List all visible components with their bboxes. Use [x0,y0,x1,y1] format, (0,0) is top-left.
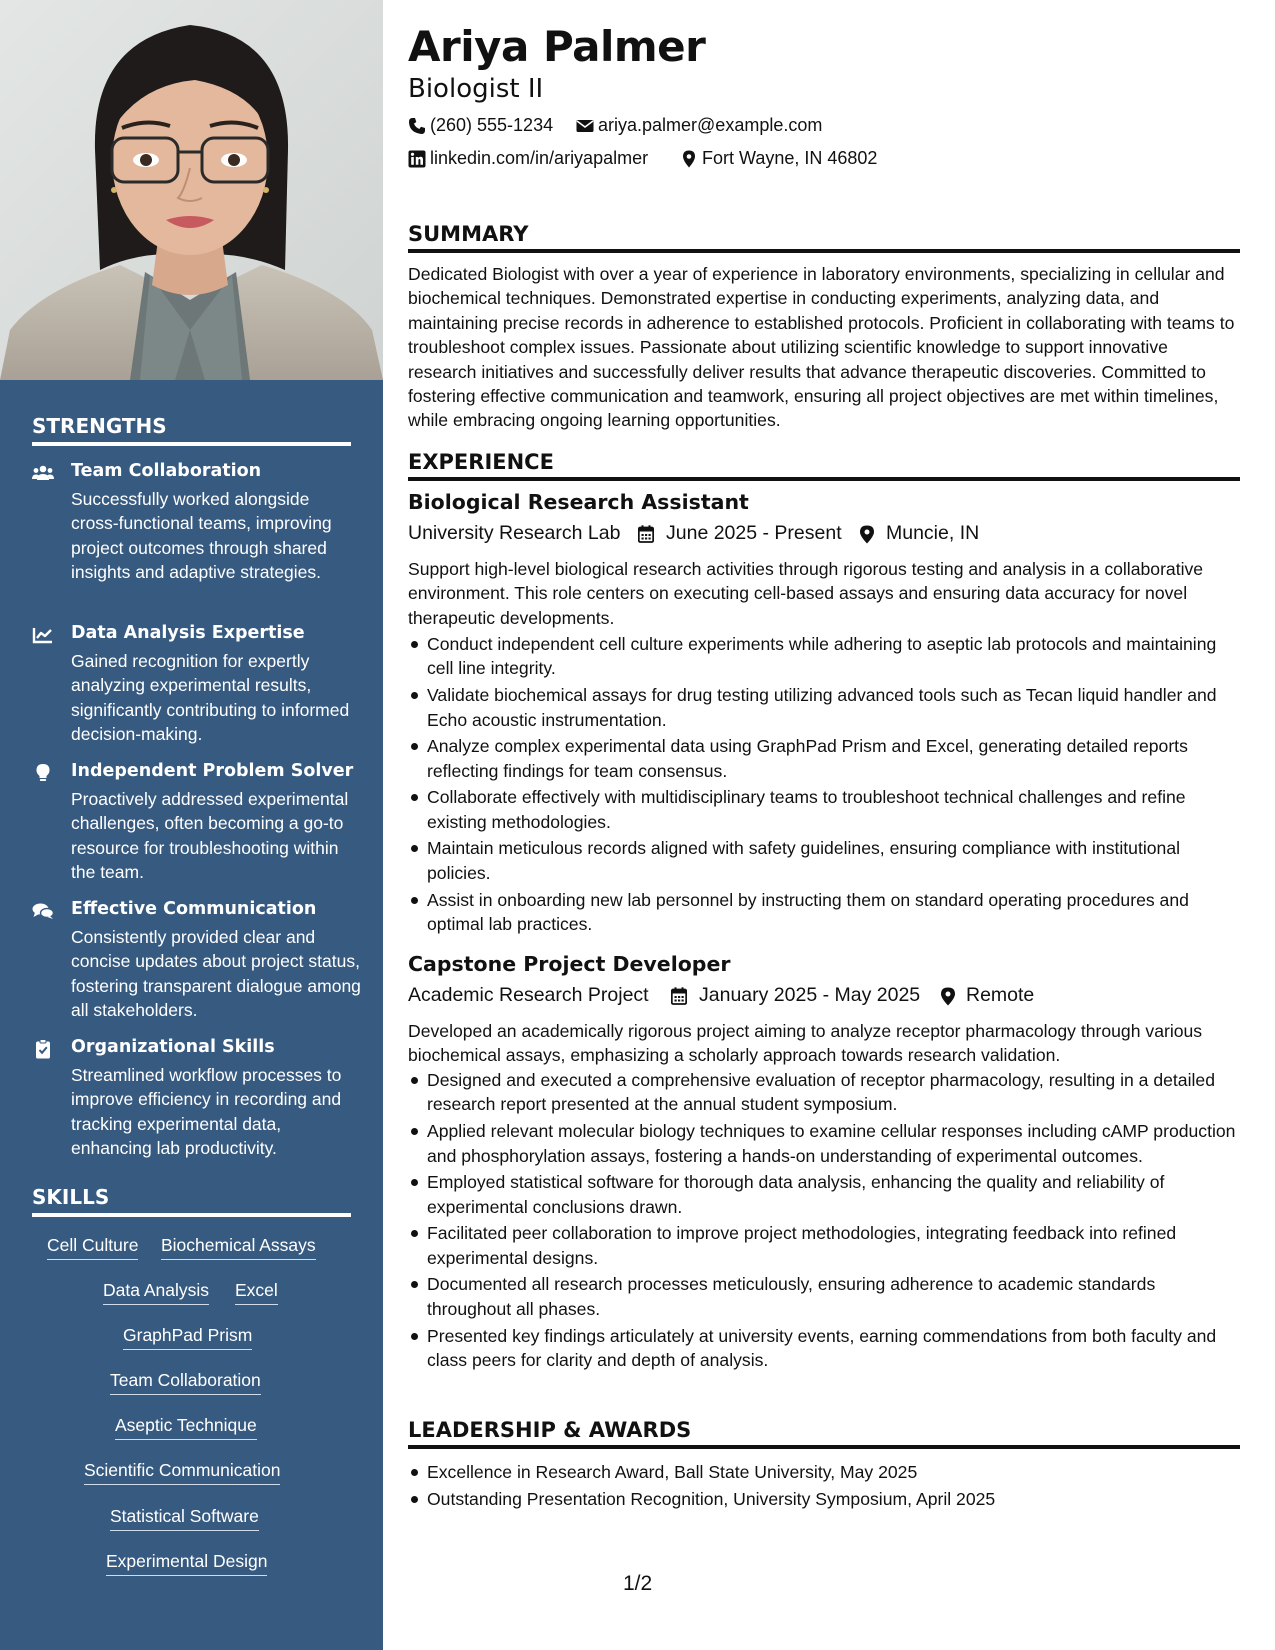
list-item: Analyze complex experimental data using GraphPad Prism and Excel, generating detailed reports reflecting findings for team consensus. [408,734,1240,783]
job-meta [408,522,1240,548]
comments-icon [32,901,54,921]
job-organization: Academic Research Project [408,984,649,1006]
list-item: Facilitated peer collaboration to improve project methodologies, integrating feedback into refined experimental designs. [408,1221,1240,1270]
skill-tag: Statistical Software [110,1506,259,1531]
calendar-icon [638,525,654,543]
phone-text: (260) 555-1234 [430,115,554,135]
job-title: Biological Research Assistant [408,490,749,514]
job-title: Capstone Project Developer [408,952,731,976]
job-dates: June 2025 - Present [666,522,842,544]
skill-tag: Excel [235,1280,278,1305]
job-description: Developed an academically rigorous project aiming to analyze receptor pharmacology through various biochemical assays, emphasizing a scholarly approach towards research validation. [408,1021,1203,1066]
map-pin-icon [940,987,956,1006]
list-item: Presented key findings articulately at university events, earning commendations from both faculty and class peers for clarity and depth of analysis. [408,1324,1240,1373]
experience-heading: EXPERIENCE [408,450,1240,481]
skill-tag: GraphPad Prism [123,1325,252,1350]
sidebar [0,0,383,1650]
linkedin-text: linkedin.com/in/ariyapalmer [430,148,649,168]
skill-tag: Team Collaboration [110,1370,261,1395]
list-item: Collaborate effectively with multidisciplinary teams to troubleshoot technical challenges and refine existing methodologies. [408,785,1240,834]
job-meta [408,984,1240,1010]
strength-title: Team Collaboration [71,461,262,481]
skill-tag: Data Analysis [103,1280,209,1305]
chart-line-icon [32,625,54,645]
candidate-title: Biologist II [408,74,544,104]
list-item: Conduct independent cell culture experiments while adhering to aseptic lab protocols and maintaining cell line integrity. [408,632,1240,681]
skill-tag: Scientific Communication [84,1460,280,1485]
awards-list [408,1460,1240,1513]
strength-title: Effective Communication [71,899,317,919]
strength-description: Consistently provided clear and concise updates about project status, fostering transparent dialogue among all stakeholders. [71,927,361,1021]
list-item: Documented all research processes meticulously, ensuring adherence to academic standards throughout all phases. [408,1272,1240,1321]
awards-heading: LEADERSHIP & AWARDS [408,1418,1240,1449]
skill-tag: Cell Culture [47,1235,138,1260]
page-number: 1/2 [623,1572,653,1595]
job-location: Remote [966,984,1035,1006]
job-bullets [408,632,1240,939]
list-item: Excellence in Research Award, Ball State University, May 2025 [408,1460,1240,1484]
strength-title: Data Analysis Expertise [71,623,305,643]
calendar-icon [671,987,687,1005]
list-item: Designed and executed a comprehensive evaluation of receptor pharmacology, resulting in a detailed research report presented at the annual student symposium. [408,1068,1240,1117]
envelope-icon [576,117,594,135]
profile-photo [0,0,383,380]
list-item: Validate biochemical assays for drug testing utilizing advanced tools such as Tecan liquid handler and Echo acoustic instrumentation. [408,683,1240,732]
strength-description: Gained recognition for expertly analyzing experimental results, significantly contributing to informed decision-making. [71,651,350,745]
map-pin-icon [859,525,875,544]
job-description: Support high-level biological research activities through rigorous testing and analysis in a collaborative environment. This role centers on executing cell-based assays and ensuring data accuracy for novel therapeutic developments. [408,559,1204,628]
map-pin-icon [680,150,698,168]
skill-tag: Aseptic Technique [115,1415,257,1440]
phone-icon [408,117,426,135]
summary-text: Dedicated Biologist with over a year of experience in laboratory environments, specializing in cellular and biochemical techniques. Demonstrated expertise in conducting experiments, analyzing data, and maintaining precise records in adherence to established protocols. Proficient in collaborating with teams to troubleshoot complex issues. Passionate about utilizing scientific knowledge to support innovative research initiatives and successfully deliver results that advance therapeutic discoveries. Committed to fostering effective communication and teamwork, ensuring all project objectives are met within timelines, while embracing ongoing learning opportunities. [408,264,1235,431]
strength-description: Successfully worked alongside cross-functional teams, improving project outcomes through shared insights and adaptive strategies. [71,489,332,583]
summary-heading: SUMMARY [408,222,1240,253]
job-organization: University Research Lab [408,522,621,544]
list-item: Employed statistical software for thorough data analysis, enhancing the quality and reliability of experimental conclusions drawn. [408,1170,1240,1219]
list-item: Applied relevant molecular biology techniques to examine cellular responses including cAMP production and phosphorylation assays, fostering a hands-on understanding of experimental outcomes. [408,1119,1240,1168]
strength-description: Streamlined workflow processes to improve efficiency in recording and tracking experimental data, enhancing lab productivity. [71,1065,342,1159]
job-location: Muncie, IN [886,522,980,544]
linkedin-icon [408,150,426,168]
clipboard-check-icon [32,1039,54,1059]
location-text: Fort Wayne, IN 46802 [702,148,878,168]
list-item: Assist in onboarding new lab personnel by instructing them on standard operating procedures and optimal lab practices. [408,888,1240,937]
strength-title: Organizational Skills [71,1037,275,1057]
email-text: ariya.palmer@example.com [598,115,823,135]
skill-tag: Experimental Design [106,1551,267,1576]
strength-description: Proactively addressed experimental challenges, often becoming a go-to resource for troubleshooting within the team. [71,789,349,883]
strength-title: Independent Problem Solver [71,761,354,781]
job-bullets [408,1068,1240,1375]
users-icon [32,463,54,483]
skill-tag: Biochemical Assays [161,1235,316,1260]
lightbulb-icon [32,763,54,783]
candidate-name: Ariya Palmer [408,22,706,71]
strengths-heading: STRENGTHS [32,414,351,446]
job-dates: January 2025 - May 2025 [699,984,921,1006]
list-item: Maintain meticulous records aligned with safety guidelines, ensuring compliance with institutional policies. [408,836,1240,885]
list-item: Outstanding Presentation Recognition, University Symposium, April 2025 [408,1487,1240,1511]
skills-heading: SKILLS [32,1185,351,1217]
